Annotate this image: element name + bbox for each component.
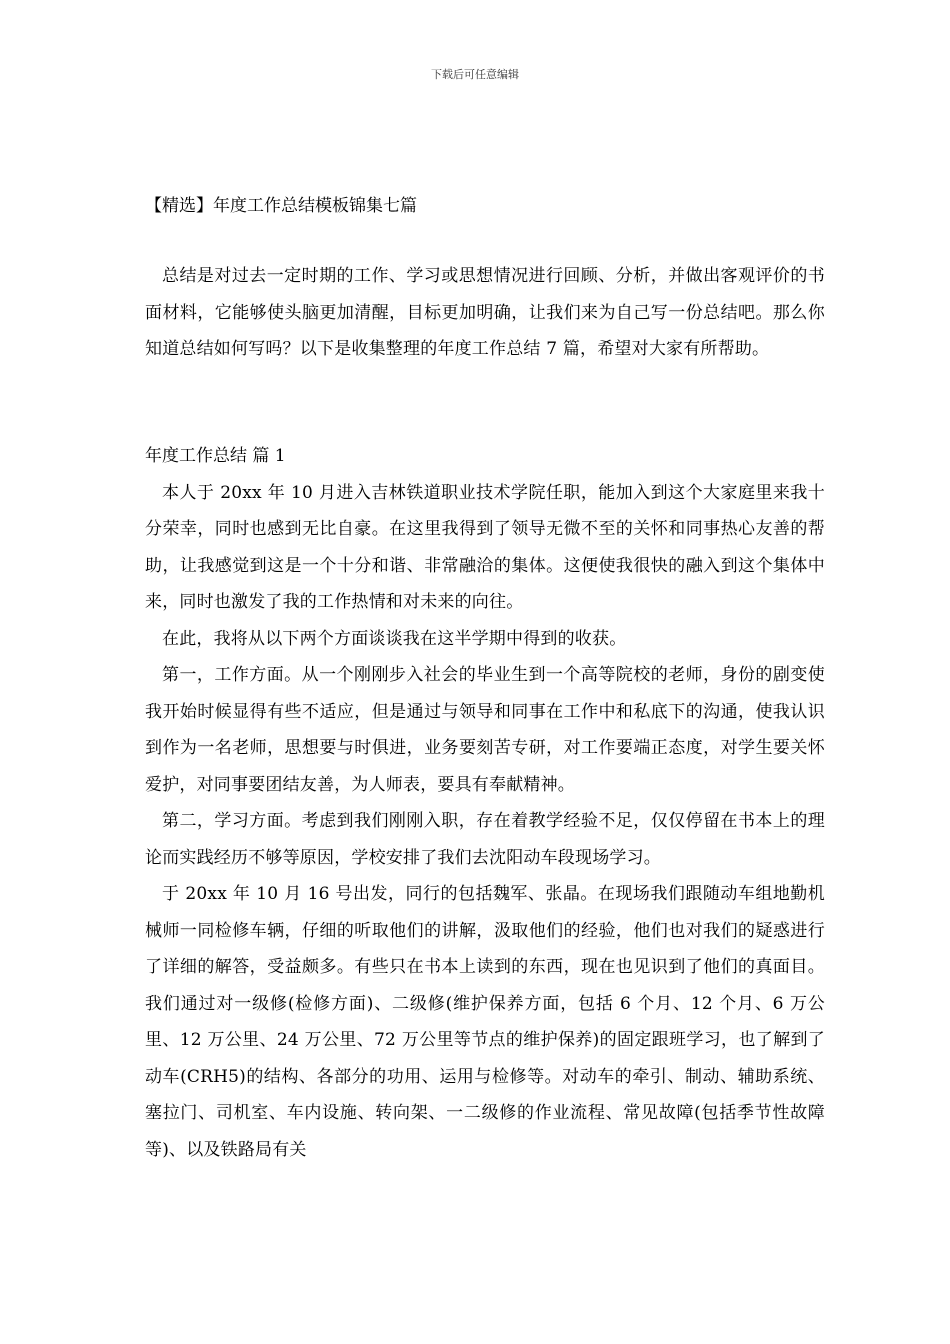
section-heading: 年度工作总结 篇 1	[145, 446, 286, 466]
body-paragraph: 于 20xx 年 10 月 16 号出发，同行的包括魏军、张晶。在现场我们跟随动车组地勤机械师一同检修车辆，仔细的听取他们的讲解，汲取他们的经验，他们也对我们的疑惑进行了详细的解答，受益颇多。有些只在书本上读到的东西，现在也见识到了他们的真面目。我们通过对一级修(检修方面)、二级修(维护保养方面，包括 6 个月、12 个月、6 万公里、12 万公里、24 万公里、72 万公里等节点的维护保养)的固定跟班学习，也了解到了动车(CRH5)的结构、各部分的功用、运用与检修等。对动车的牵引、制动、辅助系统、塞拉门、司机室、车内设施、转向架、一二级修的作业流程、常见故障(包括季节性故障等)、以及铁路局有关	[145, 884, 825, 1160]
body-paragraph: 在此，我将从以下两个方面谈谈我在这半学期中得到的收获。	[162, 628, 627, 649]
header-note: 下载后可任意编辑	[431, 68, 519, 81]
section-1	[145, 438, 825, 1168]
intro-block	[145, 258, 825, 368]
intro-paragraph: 总结是对过去一定时期的工作、学习或思想情况进行回顾、分析，并做出客观评价的书面材料，它能够使头脑更加清醒，目标更加明确，让我们来为自己写一份总结吧。那么你知道总结如何写吗？以下是收集整理的年度工作总结 7 篇，希望对大家有所帮助。	[145, 266, 825, 359]
body-paragraph: 第一，工作方面。从一个刚刚步入社会的毕业生到一个高等院校的老师，身份的剧变使我开始时候显得有些不适应，但是通过与领导和同事在工作中和私底下的沟通，使我认识到作为一名老师，思想要与时俱进，业务要刻苦专研，对工作要端正态度，对学生要关怀爱护，对同事要团结友善，为人师表，要具有奉献精神。	[145, 665, 825, 795]
body-paragraph: 第二，学习方面。考虑到我们刚刚入职，存在着教学经验不足，仅仅停留在书本上的理论而实践经历不够等原因，学校安排了我们去沈阳动车段现场学习。	[145, 811, 825, 868]
body-paragraph: 本人于 20xx 年 10 月进入吉林铁道职业技术学院任职，能加入到这个大家庭里来我十分荣幸，同时也感到无比自豪。在这里我得到了领导无微不至的关怀和同事热心友善的帮助，让我感觉到这是一个十分和谐、非常融洽的集体。这便使我很快的融入到这个集体中来，同时也激发了我的工作热情和对未来的向往。	[145, 482, 825, 612]
document-title: 【精选】年度工作总结模板锦集七篇	[145, 196, 417, 216]
